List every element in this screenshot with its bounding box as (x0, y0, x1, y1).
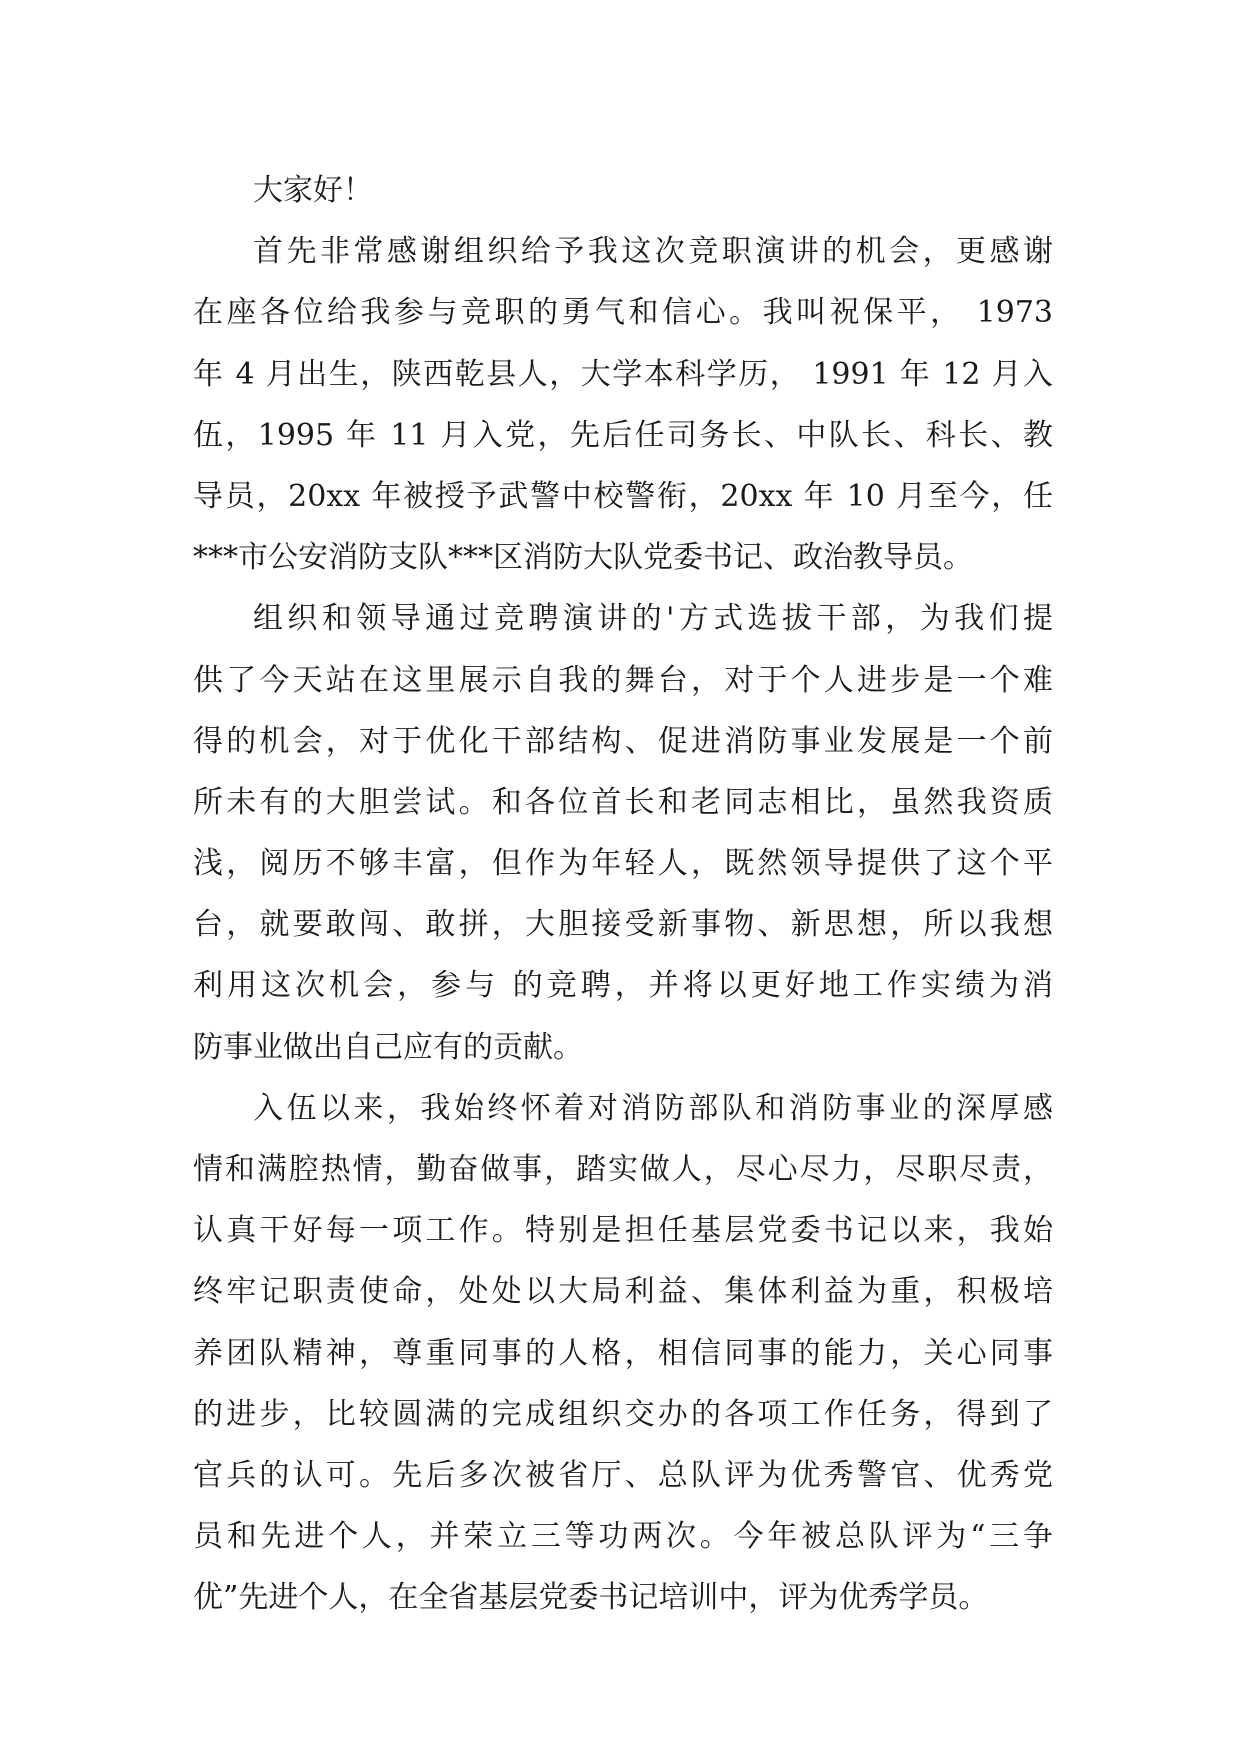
text-line: 优”先进个人，在全省基层党委书记培训中，评为优秀学员。 (193, 1580, 989, 1616)
text-line: 养团队精神，尊重同事的人格，相信同事的能力，关心同事 (193, 1335, 1053, 1371)
text-line: 入伍以来，我始终怀着对消防部队和消防事业的深厚感 (253, 1090, 1053, 1126)
text-line: 的进步，比较圆满的完成组织交办的各项工作任务，得到了 (193, 1396, 1053, 1432)
text-line: 供了今天站在这里展示自我的舞台，对于个人进步是一个难 (193, 662, 1053, 698)
text-line: 年 4 月出生，陕西乾县人，大学本科学历， 1991 年 12 月入 (193, 356, 1053, 392)
paragraph (193, 1078, 1053, 1629)
document-body (193, 160, 1053, 1629)
text-line: 官兵的认可。先后多次被省厅、总队评为优秀警官、优秀党 (193, 1457, 1053, 1493)
text-line: 情和满腔热情，勤奋做事，踏实做人，尽心尽力，尽职尽责， (193, 1152, 1053, 1187)
text-line: 组织和领导通过竞聘演讲的'方式选拔干部，为我们提 (253, 601, 1053, 637)
text-line: 所未有的大胆尝试。和各位首长和老同志相比，虽然我资质 (193, 784, 1053, 820)
paragraph (193, 160, 1053, 221)
text-line: 员和先进个人，并荣立三等功两次。今年被总队评为“三争 (193, 1519, 1053, 1555)
text-line: 伍，1995 年 11 月入党，先后任司务长、中队长、科长、教 (193, 417, 1053, 453)
text-line: 终牢记职责使命，处处以大局利益、集体利益为重，积极培 (193, 1274, 1053, 1310)
text-line: 利用这次机会，参与 的竞聘，并将以更好地工作实绩为消 (193, 968, 1053, 1004)
paragraph (193, 221, 1053, 588)
paragraph (193, 588, 1053, 1078)
text-line: 导员，20xx 年被授予武警中校警衔，20xx 年 10 月至今，任 (193, 478, 1053, 514)
text-line: 得的机会，对于优化干部结构、促进消防事业发展是一个前 (193, 723, 1053, 759)
text-line: 认真干好每一项工作。特别是担任基层党委书记以来，我始 (193, 1213, 1053, 1249)
text-line: 首先非常感谢组织给予我这次竞职演讲的机会，更感谢 (253, 234, 1053, 270)
text-line: 浅，阅历不够丰富，但作为年轻人，既然领导提供了这个平 (193, 846, 1053, 882)
text-line: 在座各位给我参与竞职的勇气和信心。我叫祝保平， 1973 (193, 295, 1053, 331)
text-line: 防事业做出自己应有的贡献。 (193, 1029, 583, 1065)
text-line: 大家好！ (253, 173, 373, 208)
text-line: ***市公安消防支队***区消防大队党委书记、政治教导员。 (193, 540, 973, 576)
text-line: 台，就要敢闯、敢拼，大胆接受新事物、新思想，所以我想 (193, 907, 1053, 943)
